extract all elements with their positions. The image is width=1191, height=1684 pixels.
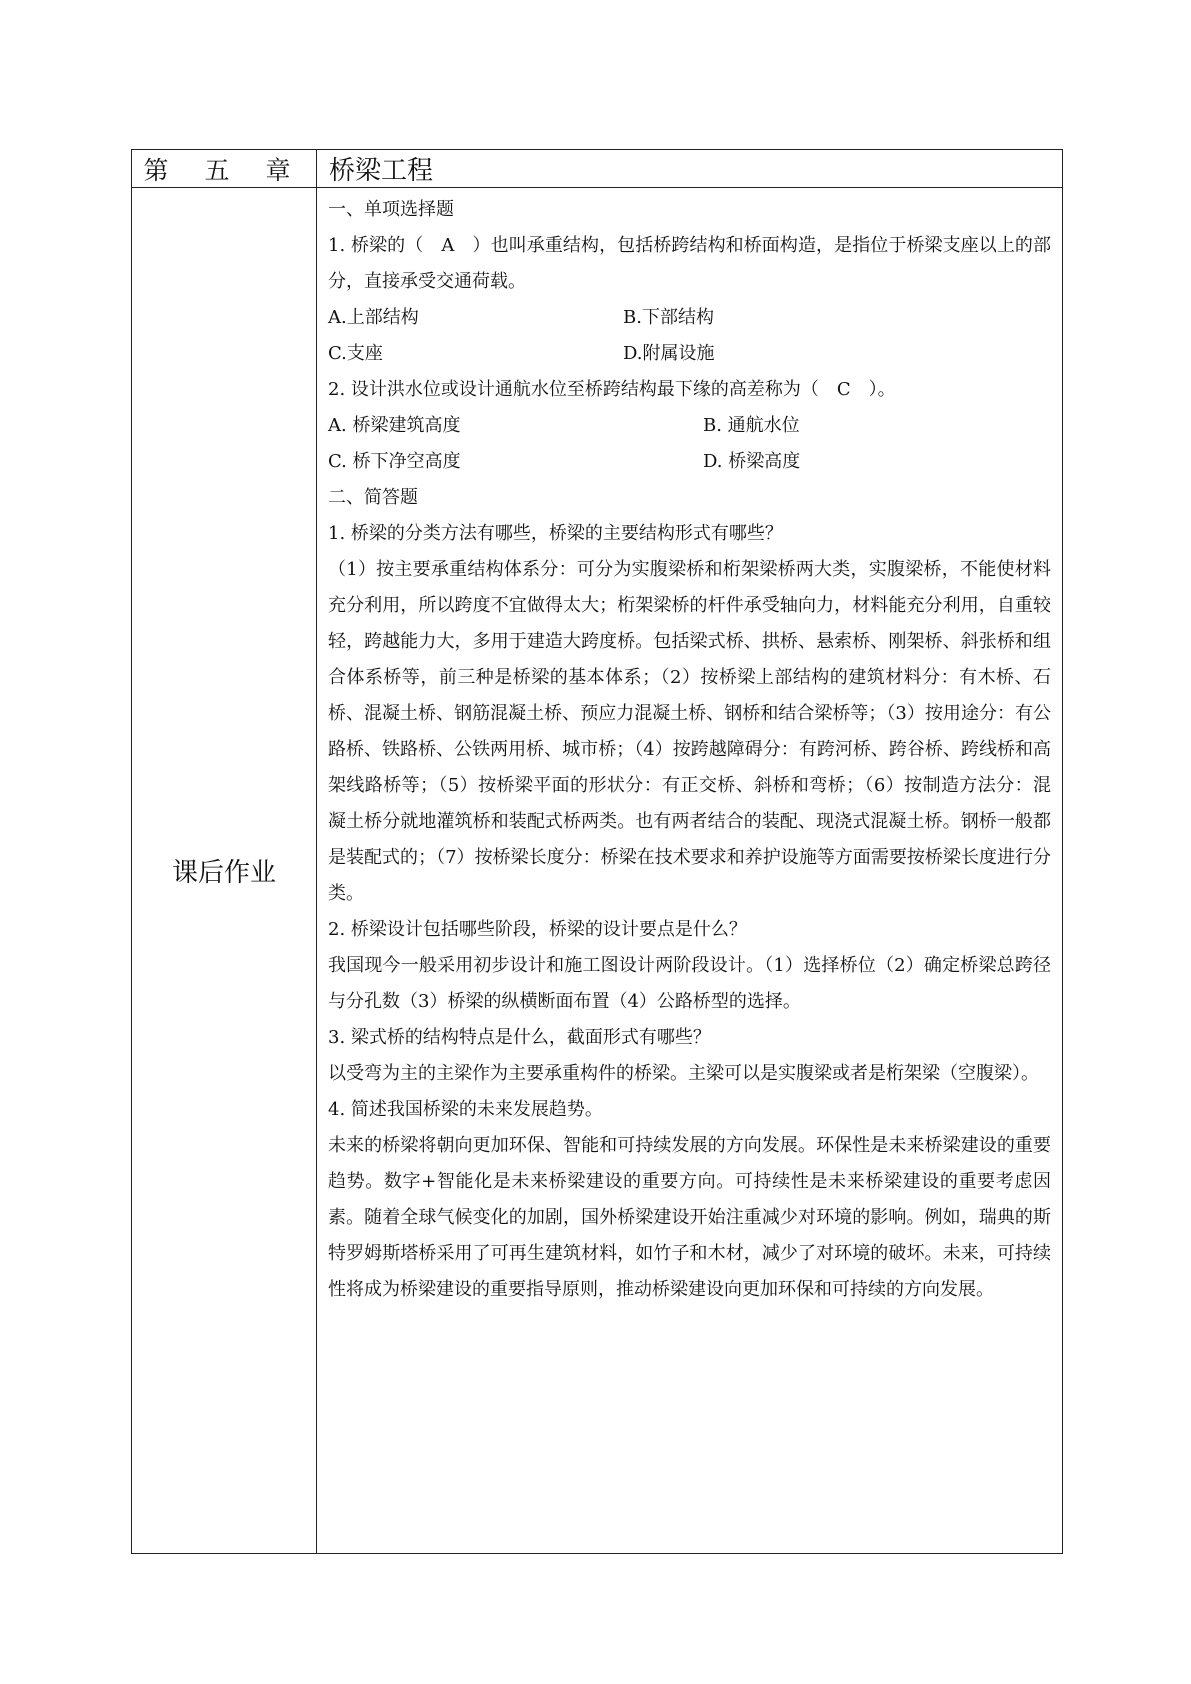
question-2-options-row-2 xyxy=(328,444,1051,480)
short-answer-4: 未来的桥梁将朝向更加环保、智能和可持续发展的方向发展。环保性是未来桥梁建设的重要趋势。数字+智能化是未来桥梁建设的重要方向。可持续性是未来桥梁建设的重要考虑因素。随着全球气候变化的加剧，国外桥梁建设开始注重减少对环境的影响。例如，瑞典的斯特罗姆斯塔桥采用了可再生建筑材料，如竹子和木材，减少了对环境的破坏。未来，可持续性将成为桥梁建设的重要指导原则，推动桥梁建设向更加环保和可持续的方向发展。 xyxy=(328,1135,1051,1300)
question-1-text: 1. 桥梁的（ A ）也叫承重结构，包括桥跨结构和桥面构造，是指位于桥梁支座以上的部分，直接承受交通荷载。 xyxy=(328,235,1051,292)
question-1-options-row-2 xyxy=(328,336,1051,372)
section-title-short-answer: 二、简答题 xyxy=(328,487,418,508)
question-2-option-c: C. 桥下净空高度 xyxy=(328,451,461,472)
short-answer-3: 以受弯为主的主梁作为主要承重构件的桥梁。主梁可以是实腹梁或者是桁架梁（空腹梁）。 xyxy=(328,1063,1039,1084)
question-1-option-c: C.支座 xyxy=(328,343,383,364)
question-2-option-a: A. 桥梁建筑高度 xyxy=(328,415,461,436)
header-row xyxy=(132,150,1063,188)
question-1-option-b: B.下部结构 xyxy=(623,307,714,328)
short-question-1: 1. 桥梁的分类方法有哪些，桥梁的主要结构形式有哪些？ xyxy=(328,523,783,544)
homework-page xyxy=(131,149,1063,1554)
question-1-option-a: A.上部结构 xyxy=(328,307,419,328)
short-question-4: 4. 简述我国桥梁的未来发展趋势。 xyxy=(328,1099,603,1120)
chapter-cell: 第 五 章 xyxy=(132,150,317,188)
short-question-2: 2. 桥梁设计包括哪些阶段，桥梁的设计要点是什么？ xyxy=(328,919,747,940)
question-2-options-row-1 xyxy=(328,408,1051,444)
question-2-option-b: B. 通航水位 xyxy=(703,415,800,436)
short-answer-2: 我国现今一般采用初步设计和施工图设计两阶段设计。（1）选择桥位（2）确定桥梁总跨径与分孔数（3）桥梁的纵横断面布置（4）公路桥型的选择。 xyxy=(328,955,1051,1012)
content-cell xyxy=(317,188,1063,1554)
section-title-choice: 一、单项选择题 xyxy=(328,199,454,220)
short-question-3: 3. 梁式桥的结构特点是什么，截面形式有哪些？ xyxy=(328,1027,711,1048)
question-1-option-d: D.附属设施 xyxy=(623,343,715,364)
homework-table xyxy=(131,149,1063,1554)
question-1-options-row-1 xyxy=(328,300,1051,336)
side-label: 课后作业 xyxy=(132,188,317,1554)
short-answer-1: （1）按主要承重结构体系分：可分为实腹梁桥和桁架梁桥两大类，实腹梁桥，不能使材料充分利用，所以跨度不宜做得太大；桁架梁桥的杆件承受轴向力，材料能充分利用，自重较轻，跨越能力大，多用于建造大跨度桥。包括梁式桥、拱桥、悬索桥、刚架桥、斜张桥和组合体系桥等，前三种是桥梁的基本体系；（2）按桥梁上部结构的建筑材料分：有木桥、石桥、混凝土桥、钢筋混凝土桥、预应力混凝土桥、钢桥和结合梁桥等；（3）按用途分：有公路桥、铁路桥、公铁两用桥、城市桥；（4）按跨越障碍分：有跨河桥、跨谷桥、跨线桥和高架线路桥等；（5）按桥梁平面的形状分：有正交桥、斜桥和弯桥；（6）按制造方法分：混凝土桥分就地灌筑桥和装配式桥两类。也有两者结合的装配、现浇式混凝土桥。钢桥一般都是装配式的；（7）按桥梁长度分：桥梁在技术要求和养护设施等方面需要按桥梁长度进行分类。 xyxy=(328,559,1051,904)
question-2-text: 2. 设计洪水位或设计通航水位至桥跨结构最下缘的高差称为（ C ）。 xyxy=(328,379,896,400)
content-row xyxy=(132,188,1063,1554)
chapter-title: 桥梁工程 xyxy=(317,150,1063,188)
question-2-option-d: D. 桥梁高度 xyxy=(703,451,801,472)
